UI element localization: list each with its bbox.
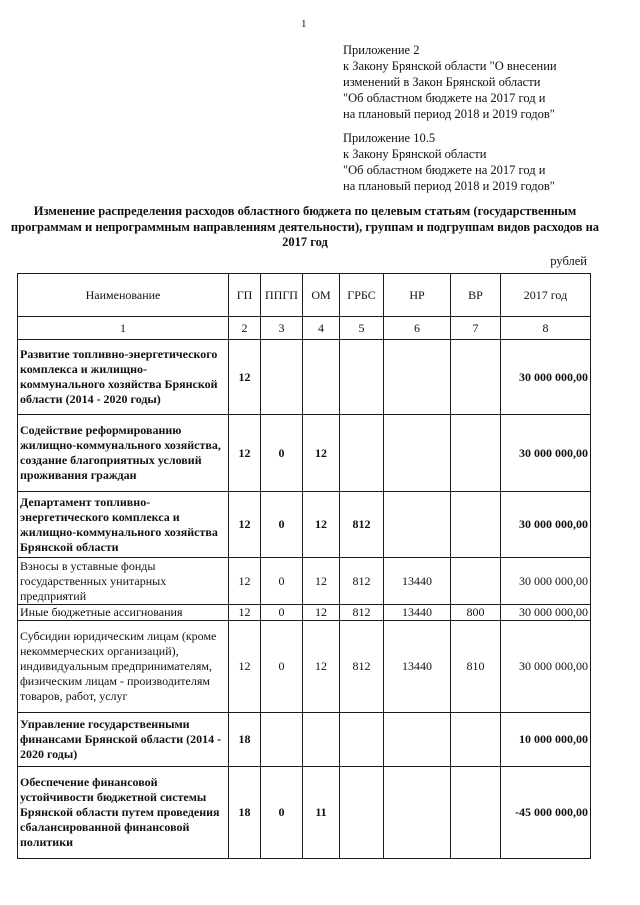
column-number: 2 xyxy=(229,317,261,340)
nr-cell: 13440 xyxy=(384,605,451,621)
column-header-name: Наименование xyxy=(18,274,229,317)
name-line: Взносы в уставные фонды xyxy=(20,558,156,573)
name-cell xyxy=(18,713,229,767)
table-row xyxy=(18,605,591,621)
name-line: области (2014 - 2020 годы) xyxy=(20,392,161,406)
ppgp-cell: 0 xyxy=(261,492,303,558)
table-row xyxy=(18,340,591,415)
name-line: энергетического комплекса и xyxy=(20,509,180,524)
name-line: устойчивости бюджетной системы xyxy=(20,790,207,804)
name-line: жилищно-коммунального хозяйства, xyxy=(20,438,221,452)
name-line: создание благоприятных условий xyxy=(20,453,202,467)
name-line: Управление государственными xyxy=(20,717,190,731)
vr-cell xyxy=(451,340,501,415)
name-line: Содействие реформированию xyxy=(20,423,182,437)
table-row xyxy=(18,558,591,605)
ppgp-cell: 0 xyxy=(261,767,303,859)
column-number: 8 xyxy=(501,317,591,340)
column-number: 7 xyxy=(451,317,501,340)
name-line: сбалансированной финансовой xyxy=(20,820,190,834)
nr-cell: 13440 xyxy=(384,621,451,713)
grbs-cell: 812 xyxy=(340,492,384,558)
table-row xyxy=(18,713,591,767)
name-line: Развитие топливно-энергетического xyxy=(20,347,218,361)
appendix-line: на плановый период 2018 и 2019 годов" xyxy=(343,107,555,121)
appendix-line: изменений в Закон Брянской области xyxy=(343,75,541,89)
table-row xyxy=(18,621,591,713)
grbs-cell: 812 xyxy=(340,558,384,605)
om-cell: 11 xyxy=(303,767,340,859)
om-cell: 12 xyxy=(303,558,340,605)
budget-table xyxy=(17,273,591,859)
name-line: Субсидии юридическим лицам (кроме xyxy=(20,629,217,643)
ppgp-cell: 0 xyxy=(261,415,303,492)
name-line: Обеспечение финансовой xyxy=(20,775,158,789)
appendix-line: "Об областном бюджете на 2017 год и xyxy=(343,91,546,105)
name-line: некоммерческих организаций), xyxy=(20,644,179,658)
page-number: 1 xyxy=(301,18,307,30)
om-cell xyxy=(303,340,340,415)
column-number-row xyxy=(18,317,591,340)
ppgp-cell: 0 xyxy=(261,605,303,621)
grbs-cell xyxy=(340,713,384,767)
currency-unit: рублей xyxy=(550,254,587,268)
amount-cell: 30 000 000,00 xyxy=(501,605,591,621)
name-line: 2020 годы) xyxy=(20,747,78,761)
name-line: государственных унитарных xyxy=(20,573,167,588)
appendix-line: Приложение 2 xyxy=(343,43,420,57)
gp-cell: 12 xyxy=(229,492,261,558)
name-line: Брянской области xyxy=(20,539,119,554)
gp-cell: 18 xyxy=(229,767,261,859)
om-cell xyxy=(303,713,340,767)
nr-cell xyxy=(384,340,451,415)
appendix-line: к Закону Брянской области "О внесении xyxy=(343,59,557,73)
name-cell xyxy=(18,605,229,621)
ppgp-cell: 0 xyxy=(261,621,303,713)
column-number: 5 xyxy=(340,317,384,340)
ppgp-cell xyxy=(261,340,303,415)
ppgp-cell xyxy=(261,713,303,767)
grbs-cell xyxy=(340,340,384,415)
vr-cell xyxy=(451,492,501,558)
name-line: коммунального хозяйства Брянской xyxy=(20,377,218,391)
name-cell xyxy=(18,415,229,492)
appendix-line: Приложение 10.5 xyxy=(343,131,436,145)
name-line: предприятий xyxy=(20,588,87,603)
column-header-grbs: ГРБС xyxy=(340,274,384,317)
table-row xyxy=(18,767,591,859)
column-number: 1 xyxy=(18,317,229,340)
amendment-appendix-header xyxy=(343,42,557,122)
gp-cell: 12 xyxy=(229,415,261,492)
name-line: жилищно-коммунального хозяйства xyxy=(20,524,218,539)
nr-cell: 13440 xyxy=(384,558,451,605)
amount-cell: 30 000 000,00 xyxy=(501,415,591,492)
column-number: 4 xyxy=(303,317,340,340)
name-line: проживания граждан xyxy=(20,468,137,482)
grbs-cell: 812 xyxy=(340,605,384,621)
grbs-cell xyxy=(340,415,384,492)
title-line: 2017 год xyxy=(282,235,328,249)
name-cell xyxy=(18,492,229,558)
om-cell: 12 xyxy=(303,415,340,492)
name-cell xyxy=(18,558,229,605)
table-row xyxy=(18,492,591,558)
header-row xyxy=(18,274,591,317)
nr-cell xyxy=(384,713,451,767)
nr-cell xyxy=(384,415,451,492)
name-line: комплекса и жилищно- xyxy=(20,362,147,376)
gp-cell: 18 xyxy=(229,713,261,767)
om-cell: 12 xyxy=(303,492,340,558)
nr-cell xyxy=(384,492,451,558)
amount-cell: 30 000 000,00 xyxy=(501,621,591,713)
name-line: индивидуальным предпринимателям, xyxy=(20,659,212,673)
amount-cell: -45 000 000,00 xyxy=(501,767,591,859)
document-title xyxy=(0,204,610,251)
appendix-line: "Об областном бюджете на 2017 год и xyxy=(343,163,546,177)
vr-cell xyxy=(451,558,501,605)
vr-cell: 810 xyxy=(451,621,501,713)
amount-cell: 30 000 000,00 xyxy=(501,340,591,415)
vr-cell: 800 xyxy=(451,605,501,621)
vr-cell xyxy=(451,767,501,859)
gp-cell: 12 xyxy=(229,621,261,713)
ppgp-cell: 0 xyxy=(261,558,303,605)
law-appendix-header xyxy=(343,130,555,194)
name-line: политики xyxy=(20,835,74,849)
name-cell xyxy=(18,340,229,415)
column-header-vr: ВР xyxy=(451,274,501,317)
amount-cell: 10 000 000,00 xyxy=(501,713,591,767)
name-cell xyxy=(18,767,229,859)
column-header-amount: 2017 год xyxy=(501,274,591,317)
name-line: Брянской области путем проведения xyxy=(20,805,220,819)
name-line: товаров, работ, услуг xyxy=(20,689,128,703)
name-line: Иные бюджетные ассигнования xyxy=(20,605,183,619)
grbs-cell xyxy=(340,767,384,859)
table-row xyxy=(18,415,591,492)
name-cell xyxy=(18,621,229,713)
column-header-gp: ГП xyxy=(229,274,261,317)
title-line: программам и непрограммным направлениям деятельности), группам и подгруппам видов расходов на xyxy=(10,219,600,234)
title-line: Изменение распределения расходов областного бюджета по целевым статьям (государственным xyxy=(33,204,577,218)
column-header-nr: НР xyxy=(384,274,451,317)
gp-cell: 12 xyxy=(229,605,261,621)
om-cell: 12 xyxy=(303,605,340,621)
column-header-ppgp: ППГП xyxy=(261,274,303,317)
name-line: финансами Брянской области (2014 - xyxy=(20,732,222,746)
gp-cell: 12 xyxy=(229,340,261,415)
nr-cell xyxy=(384,767,451,859)
name-line: физическим лицам - производителям xyxy=(20,674,210,688)
amount-cell: 30 000 000,00 xyxy=(501,558,591,605)
gp-cell: 12 xyxy=(229,558,261,605)
grbs-cell: 812 xyxy=(340,621,384,713)
column-number: 6 xyxy=(384,317,451,340)
vr-cell xyxy=(451,415,501,492)
name-line: Департамент топливно- xyxy=(20,494,151,509)
vr-cell xyxy=(451,713,501,767)
appendix-line: на плановый период 2018 и 2019 годов" xyxy=(343,179,555,193)
appendix-line: к Закону Брянской области xyxy=(343,147,487,161)
column-number: 3 xyxy=(261,317,303,340)
om-cell: 12 xyxy=(303,621,340,713)
amount-cell: 30 000 000,00 xyxy=(501,492,591,558)
column-header-om: ОМ xyxy=(303,274,340,317)
